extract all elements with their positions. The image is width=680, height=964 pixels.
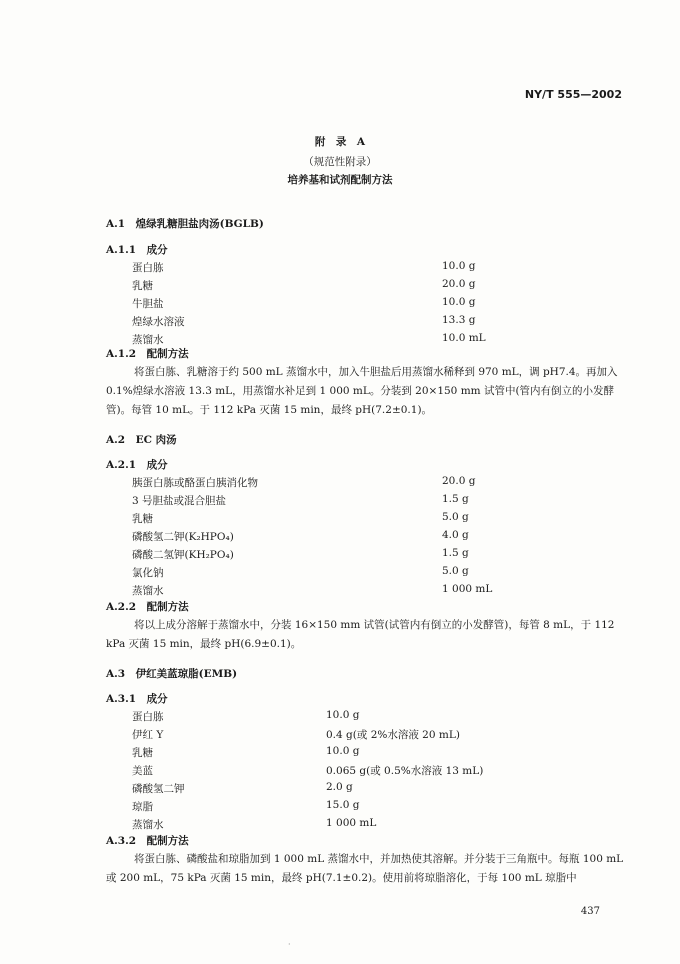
ingredient-amount: 4.0 g [442, 529, 469, 541]
ingredient-amount: 10.0 mL [442, 332, 486, 344]
ingredient-name: 乳糖 [132, 513, 153, 525]
ingredient-amount: 5.0 g [442, 565, 469, 577]
ingredient-amount: 10.0 g [442, 260, 476, 272]
ingredient-name: 蛋白胨 [132, 262, 164, 274]
a3-method-paragraph: 将蛋白胨、磷酸盐和琼脂加到 1 000 mL 蒸馏水中，并加热使其溶解。并分装于三角瓶中。每瓶 100 mL 或 200 mL，75 kPa 灭菌 15 min，最终 pH(7.1±0.2)。使用前将琼脂溶化，于每 100 mL 琼脂中 [106, 853, 624, 884]
ingredient-name: 磷酸二氢钾(KH₂PO₄) [132, 549, 234, 561]
page-number: 437 [580, 906, 600, 917]
ingredient-name: 蒸馏水 [132, 819, 164, 831]
ingredient-name: 氯化钠 [132, 567, 164, 579]
ingredient-amount: 15.0 g [326, 799, 360, 811]
a2-method-paragraph: 将以上成分溶解于蒸馏水中，分装 16×150 mm 试管(试管内有倒立的小发酵管)，每管 8 mL，于 112 kPa 灭菌 15 min，最终 pH(6.9±0.1)。 [106, 619, 615, 650]
ingredient-amount: 13.3 g [442, 314, 476, 326]
ingredient-amount: 20.0 g [442, 475, 476, 487]
ingredient-amount: 2.0 g [326, 781, 353, 793]
ingredient-name: 蒸馏水 [132, 334, 164, 346]
ingredient-name: 乳糖 [132, 747, 153, 759]
section-a1-1-title: A.1.1 成分 [106, 244, 168, 256]
ingredient-amount: 10.0 g [326, 709, 360, 721]
a1-method-paragraph: 将蛋白胨、乳糖溶于约 500 mL 蒸馏水中，加入牛胆盐后用蒸馏水稀释到 970 mL，调 pH7.4。再加入 0.1%煌绿水溶液 13.3 mL，用蒸馏水补足到 1 000 mL。分装到 20×150 mm 试管中(管内有倒立的小发酵管)。每管 10 mL。于 112 kPa 灭菌 15 min，最终 pH(7.2±0.1)。 [106, 366, 618, 416]
ingredient-name: 磷酸氢二钾(K₂HPO₄) [132, 531, 234, 543]
ingredient-amount: 1.5 g [442, 493, 469, 505]
section-a2-2-title: A.2.2 配制方法 [106, 601, 189, 613]
ingredient-amount: 1 000 mL [442, 583, 493, 595]
ingredient-amount: 0.065 g(或 0.5%水溶液 13 mL) [326, 765, 484, 777]
appendix-heading: 培养基和试剂配制方法 [287, 174, 393, 186]
section-a2-title: A.2 EC 肉汤 [106, 434, 177, 446]
ingredient-name: 3 号胆盐或混合胆盐 [132, 495, 227, 507]
section-a3-title: A.3 伊红美蓝琼脂(EMB) [106, 668, 238, 680]
ingredient-name: 蛋白胨 [132, 711, 164, 723]
ingredient-name: 美蓝 [132, 765, 153, 777]
section-a2-1-title: A.2.1 成分 [106, 459, 168, 471]
ingredient-amount: 1.5 g [442, 547, 469, 559]
ingredient-amount: 0.4 g(或 2%水溶液 20 mL) [326, 729, 460, 741]
scan-speck: · [288, 940, 291, 949]
section-a3-1-title: A.3.1 成分 [106, 693, 168, 705]
appendix-subtitle: （规范性附录） [303, 156, 377, 168]
ingredient-name: 牛胆盐 [132, 298, 164, 310]
section-a3-2-title: A.3.2 配制方法 [106, 835, 189, 847]
ingredient-name: 煌绿水溶液 [132, 316, 185, 328]
ingredient-name: 琼脂 [132, 801, 153, 813]
ingredient-name: 伊红 Y [132, 729, 164, 741]
section-a1-2-title: A.1.2 配制方法 [106, 348, 189, 360]
ingredient-amount: 1 000 mL [326, 817, 377, 829]
appendix-title: 附 录 A [314, 136, 366, 148]
ingredient-name: 蒸馏水 [132, 585, 164, 597]
ingredient-amount: 10.0 g [326, 745, 360, 757]
section-a1-title: A.1 煌绿乳糖胆盐肉汤(BGLB) [106, 218, 264, 230]
ingredient-amount: 10.0 g [442, 296, 476, 308]
ingredient-amount: 5.0 g [442, 511, 469, 523]
ingredient-name: 磷酸氢二钾 [132, 783, 185, 795]
standard-number: NY/T 555—2002 [524, 88, 622, 101]
ingredient-name: 乳糖 [132, 280, 153, 292]
ingredient-amount: 20.0 g [442, 278, 476, 290]
ingredient-name: 胰蛋白胨或酪蛋白胰消化物 [132, 477, 258, 489]
